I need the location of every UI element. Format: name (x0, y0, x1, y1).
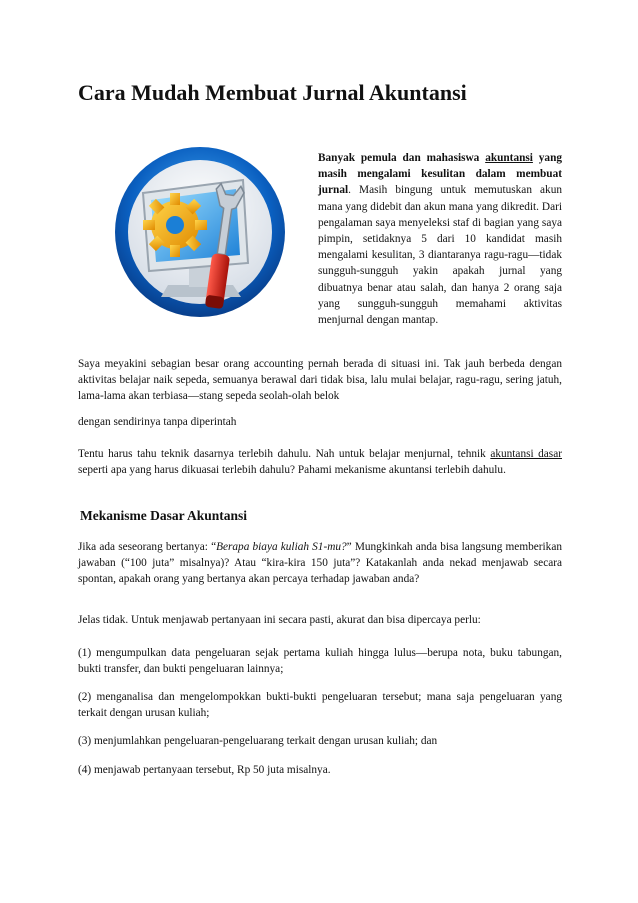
section-heading: Mekanisme Dasar Akuntansi (80, 508, 248, 523)
step-1: (1) mengumpulkan data pengeluaran sejak pertama kuliah hingga lulus—berupa nota, buku tabungan, bukti transfer, dan bukti pengeluaran lainnya; (78, 647, 562, 676)
intro-bold-b: yang masih mengalami kesulitan dalam membuat jurnal (318, 152, 563, 197)
akuntansi-link[interactable]: akuntansi (485, 152, 533, 164)
paragraph-2-a: Tentu harus tahu teknik dasarnya terlebih dahulu. Nah untuk belajar menjurnal, tehnik (78, 448, 491, 460)
step-2: (2) menganalisa dan mengelompokkan bukti-bukti pengeluaran tersebut; mana saja pengeluaran yang terkait dengan urusan kuliah; (78, 691, 562, 720)
akuntansi-dasar-link[interactable]: akuntansi dasar (490, 448, 562, 460)
intro-rest: . Masih bingung untuk memutuskan akun mana yang didebit dan akun mana yang dikredit. Dari pengalaman saya menyeleksi staf di bagian yang saya pimpin, setidaknya 5 dari 10 kandidat masih mengalami kesulitan, 3 diantaranya ragu-ragu—tidak sungguh-sungguh yakin apakah jurnal yang dibuatnya benar atau salah, dan hanya 2 orang saja yang sungguh-sungguh memahami aktivitas menjurnal dengan mantap. (318, 184, 562, 327)
paragraph-1-continued: dengan sendirinya tanpa diperintah (78, 416, 237, 428)
paragraph-3 (78, 539, 562, 588)
paragraph-3-a: Jika ada seseorang bertanya: “ (78, 541, 217, 553)
paragraph-4: Jelas tidak. Untuk menjawab pertanyaan ini secara pasti, akurat dan bisa dipercaya perlu: (78, 614, 481, 626)
paragraph-2 (78, 446, 562, 478)
intro-bold-a: Banyak pemula dan mahasiswa (318, 152, 486, 164)
intro-paragraph (318, 150, 562, 328)
paragraph-3-question: Berapa biaya kuliah S1-mu? (216, 541, 347, 553)
step-4: (4) menjawab pertanyaan tersebut, Rp 50 juta misalnya. (78, 764, 331, 776)
step-3: (3) menjumlahkan pengeluaran-pengeluarang terkait dengan urusan kuliah; dan (78, 735, 438, 747)
page-title: Cara Mudah Membuat Jurnal Akuntansi (78, 80, 467, 105)
paragraph-2-b: seperti apa yang harus dikuasai terlebih dahulu? Pahami mekanisme akuntansi terlebih dahulu. (78, 464, 506, 477)
computer-settings-icon (113, 145, 287, 319)
paragraph-1: Saya meyakini sebagian besar orang accounting pernah berada di situasi ini. Tak jauh berbeda dengan aktivitas belajar naik sepeda, semuanya berawal dari tidak bisa, lalu mulai belajar, ragu-ragu, sering jatuh, lama-lama akan terbiasa—stang sepeda seolah-olah belok (78, 358, 562, 403)
paragraph-3-b: ” Mungkinkah anda bisa langsung memberikan jawaban (“100 juta” misalnya)? Atau “kira-kira 150 juta”? Katakanlah anda nekad menjawab secara spontan, apakah orang yang bertanya akan percaya terhadap jawaban anda? (78, 541, 562, 586)
